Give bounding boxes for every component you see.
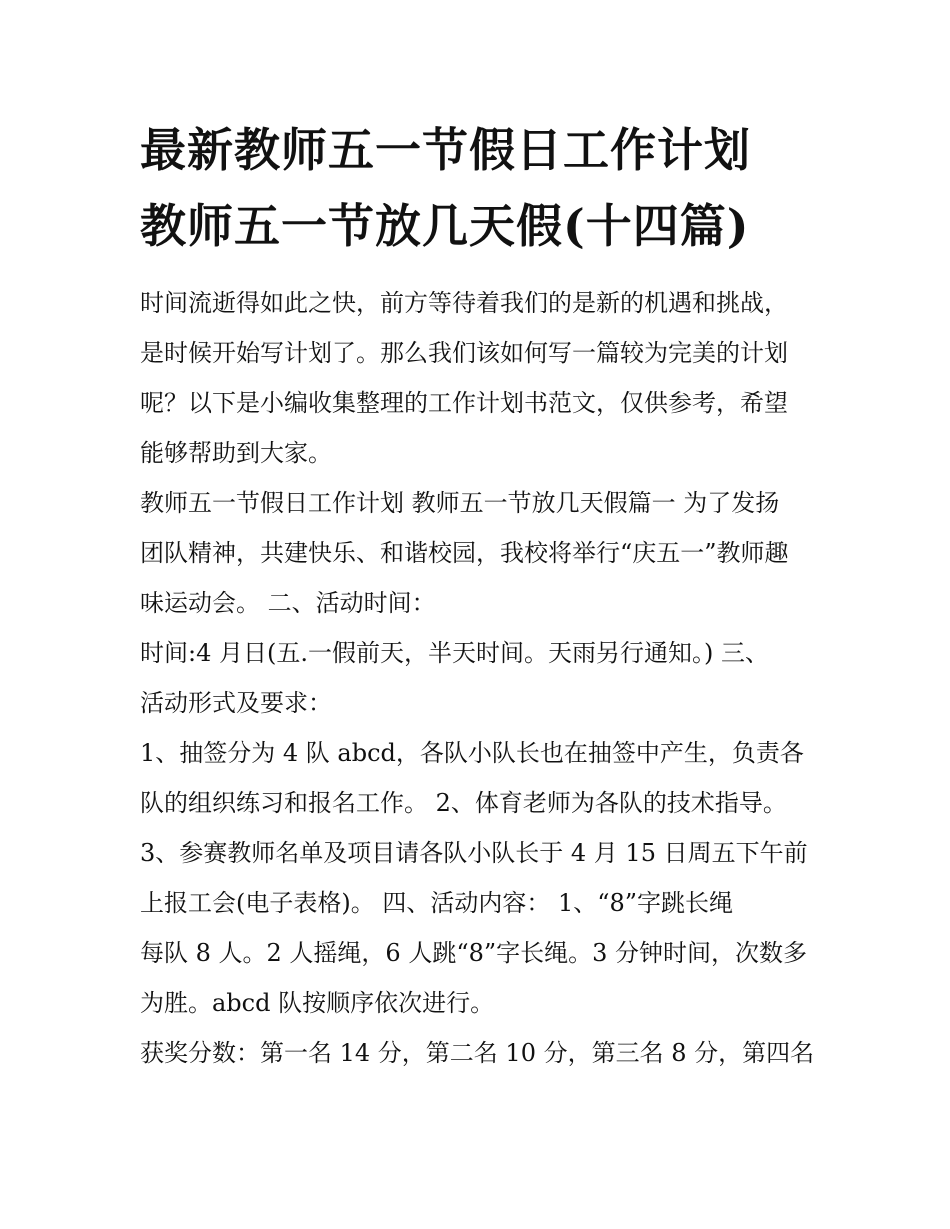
document-title <box>140 112 820 264</box>
text-line: 活动形式及要求： <box>140 689 332 717</box>
text-line: 团队精神，共建快乐、和谐校园，我校将举行“庆五一”教师趣 <box>140 539 789 567</box>
title-line: 教师五一节放几天假(十四篇) <box>140 199 750 253</box>
text-line: 味运动会。 二、活动时间： <box>140 589 436 617</box>
text-line: 每队 8 人。2 人摇绳，6 人跳“8”字长绳。3 分钟时间，次数多 <box>140 939 808 967</box>
activity-time-paragraph <box>140 628 820 728</box>
title-line: 最新教师五一节假日工作计划 <box>140 123 751 177</box>
scoring-paragraph <box>140 1028 820 1078</box>
intro-paragraph <box>140 278 820 478</box>
section-one-paragraph <box>140 478 820 628</box>
text-line: 时间:4 月日(五.一假前天，半天时间。天雨另行通知。) 三、 <box>140 639 769 667</box>
text-line: 队的组织练习和报名工作。 2、体育老师为各队的技术指导。 <box>140 789 787 817</box>
text-line: 1、抽签分为 4 队 abcd，各队小队长也在抽签中产生，负责各 <box>140 739 804 767</box>
activity-rules-paragraph <box>140 728 820 1028</box>
text-line: 呢？以下是小编收集整理的工作计划书范文，仅供参考，希望 <box>140 389 788 417</box>
text-line: 上报工会(电子表格)。 四、活动内容： 1、“8”字跳长绳 <box>140 889 734 917</box>
text-line: 获奖分数：第一名 14 分，第二名 10 分，第三名 8 分，第四名 <box>140 1039 815 1067</box>
text-line: 能够帮助到大家。 <box>140 439 332 467</box>
text-line: 是时候开始写计划了。那么我们该如何写一篇较为完美的计划 <box>140 339 788 367</box>
text-line: 时间流逝得如此之快，前方等待着我们的是新的机遇和挑战， <box>140 289 788 317</box>
text-line: 为胜。abcd 队按顺序依次进行。 <box>140 989 495 1017</box>
text-line: 3、参赛教师名单及项目请各队小队长于 4 月 15 日周五下午前 <box>140 839 808 867</box>
document-page <box>140 112 820 1078</box>
text-line: 教师五一节假日工作计划 教师五一节放几天假篇一 为了发扬 <box>140 489 780 517</box>
